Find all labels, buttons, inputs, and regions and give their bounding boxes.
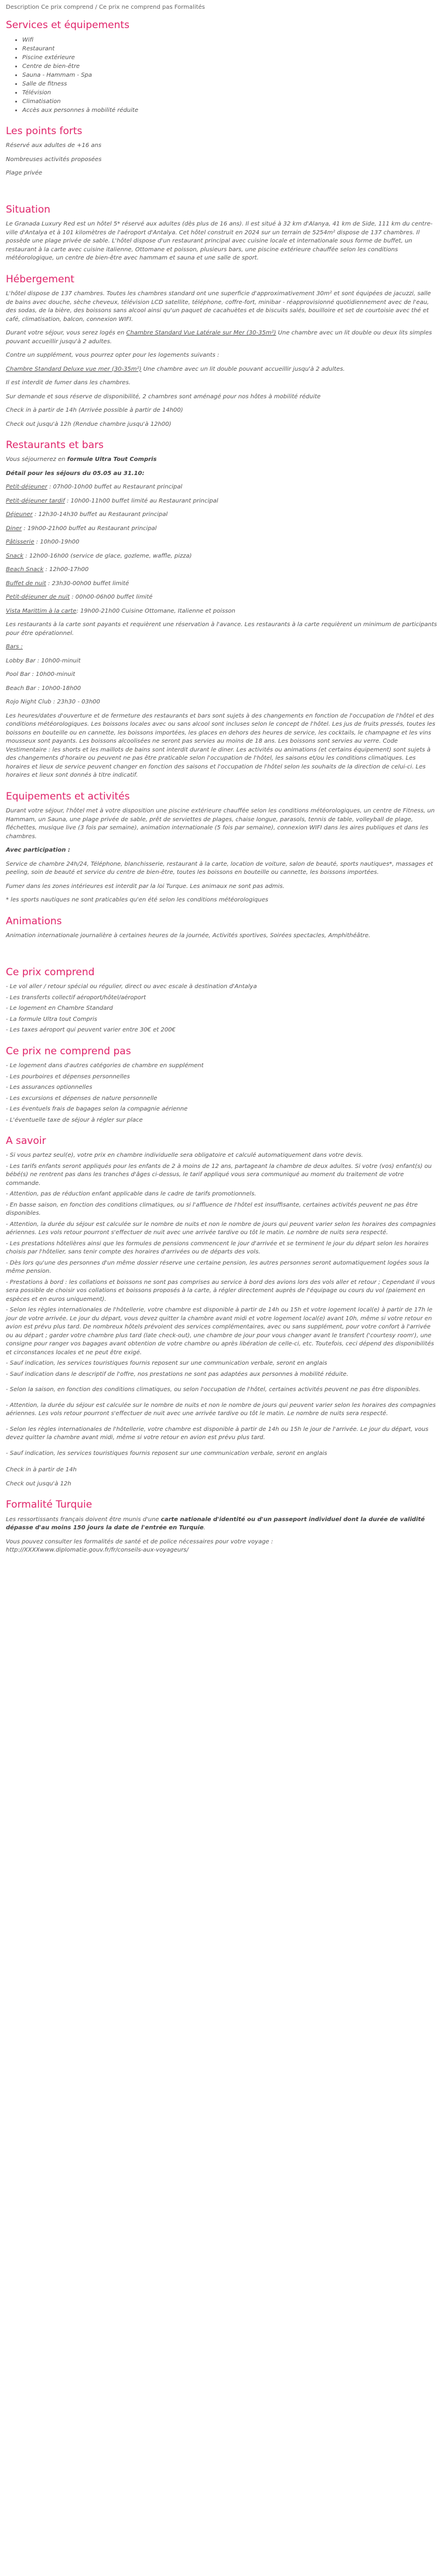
prix-comprend-list bbox=[6, 983, 438, 1035]
formalites-paragraph: Les ressortissants français doivent être munis d'une carte nationale d'identité ou d'un passeport individuel dont la durée de validité dépasse d'au moins 150 jours la date de l'entrée en Turquie. bbox=[6, 1516, 425, 1532]
excluded-item: - Les assurances optionnelles bbox=[6, 1084, 93, 1091]
included-item: - Le logement en Chambre Standard bbox=[6, 1005, 113, 1012]
prix-comprend-title: Ce prix comprend bbox=[6, 966, 95, 978]
meal-label: Snack bbox=[6, 552, 24, 559]
meal-item bbox=[6, 580, 438, 589]
points-forts-list bbox=[6, 142, 438, 178]
room-type-link[interactable]: Chambre Standard Deluxe vue mer (30-35m²) bbox=[6, 365, 142, 373]
meal-label: Beach Snack bbox=[6, 566, 44, 573]
service-item: • Salle de fitness bbox=[22, 80, 438, 88]
situation-section bbox=[6, 204, 438, 263]
excluded-item: - Les éventuels frais de bagages selon la compagnie aérienne bbox=[6, 1106, 188, 1113]
hebergement-paragraph: Il est interdit de fumer dans les chambres. bbox=[6, 380, 131, 387]
a-savoir-item: - Selon les règles internationales de l'hôtellerie, votre chambre est disponible à partir de 14h ou 15h le jour de l'arrivée. Le jour du départ, vous devez quitter la chambre avant midi, même si votre retour en avion est prévu plus tard. bbox=[6, 1426, 429, 1441]
hebergement-paragraph: Sur demande et sous réserve de disponibilité, 2 chambres sont aménagé pour nos hôtes à mobilité réduite bbox=[6, 393, 321, 400]
hebergement-paragraph: L'hôtel dispose de 137 chambres. Toutes les chambres standard ont une superficie d'approximativement 30m² et sont équipées de jacuzzi, salle de bains avec douche, sèche cheveux, télévision LCD satellite, téléphone, coffre-fort, minibar - réapprovisionné quotidiennement avec de l'eau, des sodas, de la bière, des boissons sans alcool ainsi qu'un paquet de cacahuètes et de biscuits salés, bouilloire et set de courtoisie avec thé et café, climatisation, balcon, connexion WIFI. bbox=[6, 291, 431, 323]
diplomatie-link[interactable]: http://XXXXwww.diplomatie.gouv.fr/fr/conseils-aux-voyageurs/ bbox=[6, 1547, 189, 1554]
meal-hours: : 19h00-21h00 Cuisine Ottomane, Italienne et poisson bbox=[76, 607, 235, 614]
a-savoir-item: - Selon la saison, en fonction des conditions climatiques, ou selon l'occupation de l'hôtel, certaines activités peuvent ne pas être disponibles. bbox=[6, 1386, 421, 1393]
a-savoir-list bbox=[6, 1152, 438, 1458]
hebergement-paragraph: Contre un supplément, vous pourrez opter pour les logements suivants : bbox=[6, 352, 220, 359]
equipements-paragraph: Fumer dans les zones intérieures est interdit par la loi Turque. Les animaux ne sont pas admis. bbox=[6, 883, 285, 890]
section-tabs-line: Description Ce prix comprend / Ce prix ne comprend pas Formalités bbox=[6, 4, 205, 11]
equipements-title: Equipements et activités bbox=[6, 790, 130, 802]
excluded-item: - L'éventuelle taxe de séjour à régler sur place bbox=[6, 1116, 143, 1123]
situation-title: Situation bbox=[6, 203, 50, 216]
meal-hours: : 23h30-00h00 buffet limité bbox=[46, 580, 129, 587]
meal-item bbox=[6, 593, 438, 602]
meal-item bbox=[6, 511, 438, 520]
a-savoir-item: - Selon les règles internationales de l'hôtellerie, votre chambre est disponible à partir de 14h ou 15h et votre logement local(e) à partir de 17h le jour de votre arrivée. Le jour du départ, vous devez quitter la chambre avant midi et votre logement local(e) avant 10h, même si votre retour en avion est prévu plus tard. De nombreux hôtels prévoient des services complémentaires, avec ou sans supplément, pour votre confort à l'arrivée ou au départ ; garder votre chambre plus tard (late check-out), une chambre de jour pour vous changer avant le transfert ('courtesy room'), une consigne pour ranger vos bagages avant obtention de votre chambre ou après libération de celle-ci, etc. Toutefois, ceci dépend des disponibilités et circonstances locales et ne peut être exigé. bbox=[6, 1307, 434, 1356]
meal-label: Petit-déjeuner tardif bbox=[6, 497, 65, 504]
a-savoir-item: - En basse saison, en fonction des conditions climatiques, ou si l'affluence de l'hôtel est insuffisante, certaines activités peuvent ne pas être disponibles. bbox=[6, 1201, 418, 1217]
service-item: • Restaurant bbox=[22, 45, 438, 53]
a-la-carte-note: Les restaurants à la carte sont payants et requièrent une réservation à l'avance. Les restaurants à la carte requièrent un minimum de participants pour être opérationnel. bbox=[6, 621, 437, 637]
opening-hours-note: Les heures/dates d'ouverture et de fermeture des restaurants et bars sont sujets à des changements en fonction de l'occupation de l'hôtel et des conditions météorologiques. Les boissons locales avec ou sans alcool sont incluses selon le concept de l'hôtel. Les jus de fruits pressés, toutes les boissons en bouteille ou en cannette, les boissons importées, les glaces en dehors des heures de service, les cocktails, le champagne et les vins mousseux sont payants. Les boissons alcoolisées ne seront pas servies au moins de 18 ans. Les boissons sont servies au verre. Code Vestimentaire : les shorts et les maillots de bains sont interdit durant le diner. Les activités ou animations (et certains équipement) sont sujets à des changements d'horaire ou peuvent ne pas être praticable selon l'occupation de l'hôtel, les saisons et/ou les conditions climatiques. Les horaires et lieux de service peuvent changer en fonction des saisons et l'occupation de l'hôtel selon les souhaits de la direction de celui-ci. Les horaires et lieux sont donnés à titre indicatif. bbox=[6, 712, 436, 779]
service-item: • Centre de bien-être bbox=[22, 62, 438, 71]
meal-hours: : 12h00-16h00 (service de glace, gozleme, waffle, pizza) bbox=[23, 552, 192, 559]
detail-line: Détail pour les séjours du 05.05 au 31.10: bbox=[6, 470, 145, 477]
services-title: Services et équipements bbox=[6, 19, 129, 31]
meals-list bbox=[6, 483, 438, 616]
restaurants-title: Restaurants et bars bbox=[6, 439, 104, 452]
meal-hours: : 12h30-14h30 buffet au Restaurant principal bbox=[32, 511, 168, 518]
bars-list bbox=[6, 657, 438, 707]
services-section bbox=[6, 19, 438, 115]
bar-item: Pool Bar : 10h00-minuit bbox=[6, 671, 76, 678]
service-item: • Télévision bbox=[22, 88, 438, 97]
meal-label: Petit-déjeuner bbox=[6, 484, 47, 491]
hebergement-paragraph: Durant votre séjour, vous serez logés en Chambre Standard Vue Latérale sur Mer (30-35m²) Une chambre avec un lit double ou deux lits simples pouvant accueillir jusqu'à 2 adultes. bbox=[6, 330, 432, 345]
meal-item bbox=[6, 552, 438, 561]
services-list bbox=[6, 36, 438, 115]
point-fort-item: Réservé aux adultes de +16 ans bbox=[6, 142, 102, 149]
meal-hours: : 10h00-11h00 buffet limité au Restaurant principal bbox=[64, 497, 218, 504]
prix-ne-comprend-section bbox=[6, 1046, 438, 1125]
a-savoir-item: - Si vous partez seul(e), votre prix en chambre individuelle sera obligatoire et calculé automatiquement dans votre devis. bbox=[6, 1152, 363, 1159]
meal-label: Pâtisserie bbox=[6, 539, 35, 546]
a-savoir-section bbox=[6, 1135, 438, 1488]
excluded-item: - Les pourboires et dépenses personnelles bbox=[6, 1073, 130, 1080]
bar-item: Lobby Bar : 10h00-minuit bbox=[6, 657, 81, 664]
participation-label: Avec participation : bbox=[6, 847, 70, 854]
hebergement-paragraph: Check out jusqu'à 12h (Rendue chambre jusqu'à 12h00) bbox=[6, 421, 172, 428]
a-savoir-item: - Dès lors qu'une des personnes d'un même dossier réserve une certaine pension, les autres personnes seront automatiquement logées sous la même pension. bbox=[6, 1259, 429, 1275]
check-in-line: Check in à partir de 14h bbox=[6, 1467, 77, 1474]
equipements-paragraph: Service de chambre 24h/24, Téléphone, blanchisserie, restaurant à la carte, location de voiture, salon de beauté, sports nautiques*, massages et peeling, soin de beauté et service du centre de bien-être, toutes les boissons en bouteille ou cannette, les boissons importées. bbox=[6, 860, 433, 876]
service-item: • Accès aux personnes à mobilité réduite bbox=[22, 106, 438, 115]
hebergement-section bbox=[6, 274, 438, 429]
included-item: - Les taxes aéroport qui peuvent varier entre 30€ et 200€ bbox=[6, 1027, 176, 1034]
hebergement-paragraph: Chambre Standard Deluxe vue mer (30-35m²) Une chambre avec un lit double pouvant accueillir jusqu'à 2 adultes. bbox=[6, 365, 345, 373]
formula-line: Vous séjournerez en formule Ultra Tout Compris bbox=[6, 456, 157, 463]
meal-item bbox=[6, 538, 438, 547]
bars-label: Bars : bbox=[6, 644, 23, 651]
meal-item bbox=[6, 483, 438, 492]
points-forts-section bbox=[6, 125, 438, 178]
equipements-paragraph: Durant votre séjour, l'hôtel met à votre disposition une piscine extérieure chauffée selon les conditions météorologiques, un centre de Fitness, un Hammam, un Sauna, une plage privée de sable, prêt de serviettes de plages, chaise longue, parasols, tennis de table, volleyball de plage, fléchettes, musique live (3 fois par semaine), animation internationale (5 fois par semaine), connexion WIFI dans les aires publiques et dans les chambres. bbox=[6, 808, 435, 840]
bar-item: Beach Bar : 10h00-18h00 bbox=[6, 685, 81, 692]
included-item: - Les transferts collectif aéroport/hôtel/aéroport bbox=[6, 994, 146, 1001]
meal-item bbox=[6, 497, 438, 506]
a-savoir-item: - Sauf indication dans le descriptif de l'offre, nos prestations ne sont pas adaptées aux personnes à mobilité réduite. bbox=[6, 1371, 349, 1378]
equipements-section bbox=[6, 791, 438, 905]
points-forts-title: Les points forts bbox=[6, 125, 83, 137]
meal-label: Petit-déjeuner de nuit bbox=[6, 594, 70, 601]
animations-title: Animations bbox=[6, 915, 62, 927]
check-out-line: Check out jusqu'à 12h bbox=[6, 1480, 71, 1487]
service-item: • Wifi bbox=[22, 36, 438, 45]
a-savoir-item: - Sauf indication, les services touristiques fournis reposent sur une communication verbale, seront en anglais bbox=[6, 1360, 327, 1367]
prix-ne-comprend-title: Ce prix ne comprend pas bbox=[6, 1045, 131, 1057]
hebergement-title: Hébergement bbox=[6, 273, 74, 285]
restaurants-section bbox=[6, 439, 438, 780]
animations-text: Animation internationale journalière à certaines heures de la journée, Activités sportives, Soirées spectacles, Amphithéâtre. bbox=[6, 932, 371, 939]
hebergement-paragraph: Check in à partir de 14h (Arrivée possible à partir de 14h00) bbox=[6, 407, 183, 414]
point-fort-item: Plage privée bbox=[6, 170, 43, 177]
a-savoir-item: - Les prestations hôtelières ainsi que les formules de pensions commencent le jour d'arrivée et se terminent le jour du départ selon les horaires choisis par l'hôtelier, sans tenir compte des horaires d'arrivées ou de départs des vols. bbox=[6, 1240, 429, 1256]
a-savoir-title: A savoir bbox=[6, 1135, 46, 1147]
excluded-item: - Le logement dans d'autres catégories de chambre en supplément bbox=[6, 1062, 204, 1070]
meal-hours: : 19h00-21h00 buffet au Restaurant principal bbox=[22, 525, 157, 532]
a-savoir-item: - Prestations à bord : les collations et boissons ne sont pas comprises au service à bord des avions lors des vols aller et retour ; Cependant il vous sera possible de choisir vos collations et boissons proposés à la carte, à régler directement auprès de l'équipage ou cours du vol (paiement en espèces et en euros uniquement). bbox=[6, 1279, 435, 1303]
a-savoir-item: - Attention, pas de réduction enfant applicable dans le cadre de tarifs promotionnels. bbox=[6, 1191, 257, 1198]
a-savoir-item: - Attention, la durée du séjour est calculée sur le nombre de nuits et non le nombre de jours qui peuvent varier selon les horaires des compagnies aériennes. Les vols retour pourront s'effectuer de nuit avec une arrivée tardive ou tôt le matin. Le nombre de nuits sera respecté. bbox=[6, 1221, 436, 1236]
meal-hours: : 12h00-17h00 bbox=[43, 566, 89, 573]
formalites-paragraph: Vous pouvez consulter les formalités de santé et de police nécessaires pour votre voyage : http://XXXXwww.diplomatie.gouv.fr/fr/conseils-aux-voyageurs/ bbox=[6, 1538, 274, 1554]
situation-text: Le Granada Luxury Red est un hôtel 5* réservé aux adultes (dès plus de 16 ans). Il est situé à 32 km d'Alanya, 41 km de Side, 111 km du centre-ville d'Antalya et à 101 kilomètres de l'aéroport d'Antalya. Cet hôtel construit en 2024 sur un terrain de 5254m² dispose de 137 chambres. Il possède une plage privée de sable. L'hôtel dispose d'un restaurant principal avec cuisine locale et internationale sous forme de buffet, un restaurant à la carte avec cuisine italienne, Ottomane et poisson, plusieurs bars, une piscine extérieure chauffée selon les conditions météorologique, un centre de bien-être avec hammam et sauna et une salle de sport. bbox=[6, 221, 433, 262]
meal-hours: : 10h00-19h00 bbox=[34, 539, 80, 546]
equipements-paragraph: * les sports nautiques ne sont praticables qu'en été selon les conditions météorologiques bbox=[6, 897, 268, 904]
service-item: • Piscine extérieure bbox=[22, 53, 438, 62]
formalites-title: Formalité Turquie bbox=[6, 1499, 93, 1511]
meal-label: Buffet de nuit bbox=[6, 580, 46, 587]
excluded-item: - Les excursions et dépenses de nature personnelle bbox=[6, 1095, 158, 1102]
meal-label: Vista Marittim à la carte bbox=[6, 607, 77, 614]
animations-section bbox=[6, 915, 438, 941]
meal-item bbox=[6, 607, 438, 616]
meal-label: Diner bbox=[6, 525, 22, 532]
a-savoir-item: - Les tarifs enfants seront appliqués pour les enfants de 2 à moins de 12 ans, partageant la chambre de deux adultes. Si votre (vos) enfant(s) ou bébé(s) ne rentrent pas dans les tranches d'âges ci-dessus, le tarif appliqué vous sera communiqué au moment du traitement de votre commande. bbox=[6, 1163, 432, 1187]
room-type-link[interactable]: Chambre Standard Vue Latérale sur Mer (30-35m²) bbox=[126, 330, 276, 337]
a-savoir-item: - Attention, la durée du séjour est calculée sur le nombre de nuits et non le nombre de jours qui peuvent varier selon les horaires des compagnies aériennes. Les vols retour pourront s'effectuer de nuit avec une arrivée tardive ou tôt le matin. Le nombre de nuits sera respecté. bbox=[6, 1402, 436, 1417]
meal-hours: : 00h00-06h00 buffet limité bbox=[70, 594, 153, 601]
included-item: - La formule Ultra tout Compris bbox=[6, 1016, 97, 1023]
meal-item bbox=[6, 525, 438, 534]
prix-comprend-section bbox=[6, 966, 438, 1035]
service-item: • Climatisation bbox=[22, 97, 438, 106]
meal-hours: : 07h00-10h00 buffet au Restaurant principal bbox=[47, 484, 183, 491]
bar-item: Rojo Night Club : 23h30 - 03h00 bbox=[6, 699, 100, 706]
a-savoir-item: - Sauf indication, les services touristiques fournis reposent sur une communication verbale, seront en anglais bbox=[6, 1450, 327, 1457]
meal-label: Déjeuner bbox=[6, 511, 33, 518]
meal-item bbox=[6, 566, 438, 575]
formalites-section bbox=[6, 1499, 438, 1555]
prix-ne-comprend-list bbox=[6, 1062, 438, 1125]
point-fort-item: Nombreuses activités proposées bbox=[6, 156, 102, 163]
included-item: - Le vol aller / retour spécial ou régulier, direct ou avec escale à destination d'Antalya bbox=[6, 983, 257, 990]
service-item: • Sauna - Hammam - Spa bbox=[22, 71, 438, 80]
